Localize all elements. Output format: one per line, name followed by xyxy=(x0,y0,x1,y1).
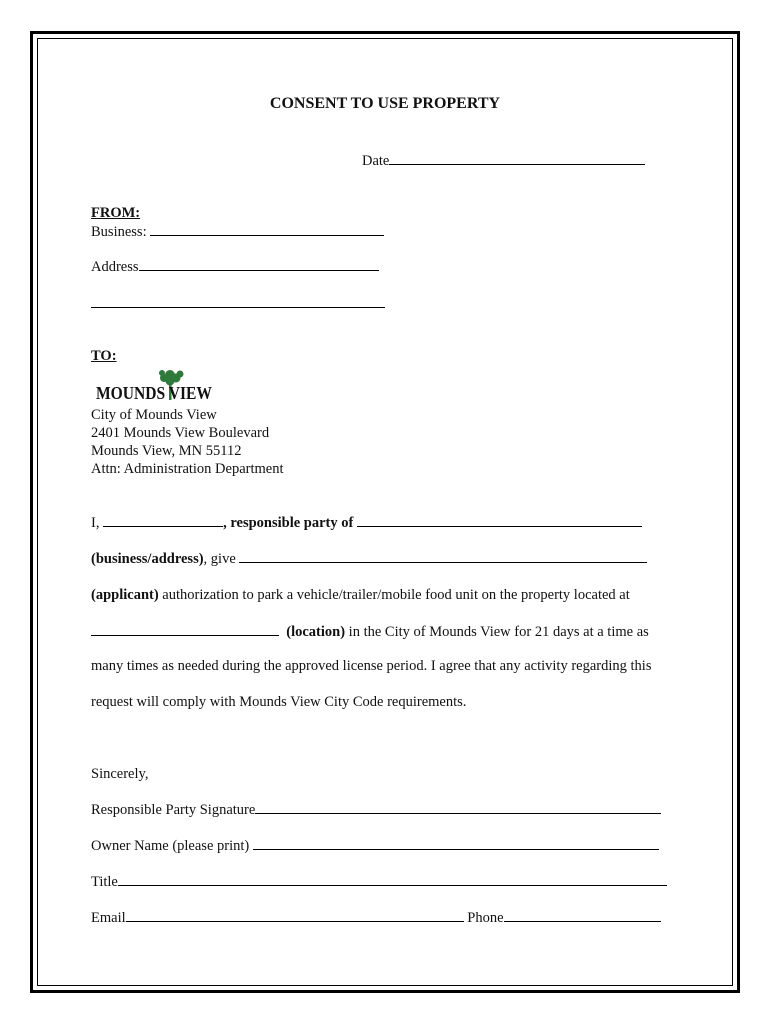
email-label: Email xyxy=(91,910,126,926)
address-line2-row xyxy=(91,295,385,313)
owner-row xyxy=(91,837,659,855)
owner-name-field[interactable] xyxy=(253,837,659,850)
location-field[interactable] xyxy=(91,623,279,636)
body-line3-rest: authorization to park a vehicle/trailer/mobile food unit on the property located at xyxy=(158,587,630,603)
body-line-1 xyxy=(91,514,642,532)
title-field[interactable] xyxy=(118,873,667,886)
body-line1-prefix: I, xyxy=(91,515,100,531)
business-address-field[interactable] xyxy=(357,514,642,527)
email-phone-row xyxy=(91,909,661,927)
date-label: Date xyxy=(362,153,390,169)
mounds-view-logo xyxy=(94,366,218,402)
date-field[interactable] xyxy=(389,152,645,165)
body-line-3 xyxy=(91,587,630,604)
body-line-5: many times as needed during the approved license period. I agree that any activity regarding this xyxy=(91,658,652,674)
email-field[interactable] xyxy=(126,909,464,922)
body-line2-rest: , give xyxy=(203,551,236,567)
body-line-4 xyxy=(91,623,649,641)
from-heading: FROM: xyxy=(91,205,141,221)
title-label: Title xyxy=(91,874,118,890)
document-title: CONSENT TO USE PROPERTY xyxy=(269,95,501,112)
applicant-field[interactable] xyxy=(239,550,647,563)
body-line4-rest: in the City of Mounds View for 21 days at a time as xyxy=(345,624,649,640)
date-row xyxy=(362,152,645,170)
recipient-line-4: Attn: Administration Department xyxy=(91,461,284,477)
title-row xyxy=(91,873,667,891)
business-row xyxy=(91,223,384,241)
body-line1-mid: , responsible party of xyxy=(223,515,354,531)
address-line2-field[interactable] xyxy=(91,295,385,308)
body-line-2 xyxy=(91,550,647,568)
phone-label: Phone xyxy=(467,910,504,926)
body-line4-bold: (location) xyxy=(286,624,346,640)
to-heading: TO: xyxy=(91,348,117,364)
body-line-6: request will comply with Mounds View City Code requirements. xyxy=(91,694,467,710)
recipient-line-1: City of Mounds View xyxy=(91,407,217,423)
recipient-line-2: 2401 Mounds View Boulevard xyxy=(91,425,270,441)
address-label: Address xyxy=(91,259,139,275)
signature-label: Responsible Party Signature xyxy=(91,802,256,818)
owner-label: Owner Name (please print) xyxy=(91,838,250,854)
address-field[interactable] xyxy=(139,258,379,271)
body-line3-bold: (applicant) xyxy=(91,587,159,603)
phone-field[interactable] xyxy=(504,909,661,922)
responsible-name-field[interactable] xyxy=(103,514,223,527)
signature-field[interactable] xyxy=(255,801,661,814)
signature-row xyxy=(91,801,661,819)
recipient-line-3: Mounds View, MN 55112 xyxy=(91,443,242,459)
logo-wordmark: MOUNDS VIEW xyxy=(96,383,212,402)
business-field[interactable] xyxy=(150,223,384,236)
address-row xyxy=(91,258,379,276)
body-line2-bold: (business/address) xyxy=(91,551,204,567)
sincerely-text: Sincerely, xyxy=(91,766,149,782)
business-label: Business: xyxy=(91,224,147,240)
